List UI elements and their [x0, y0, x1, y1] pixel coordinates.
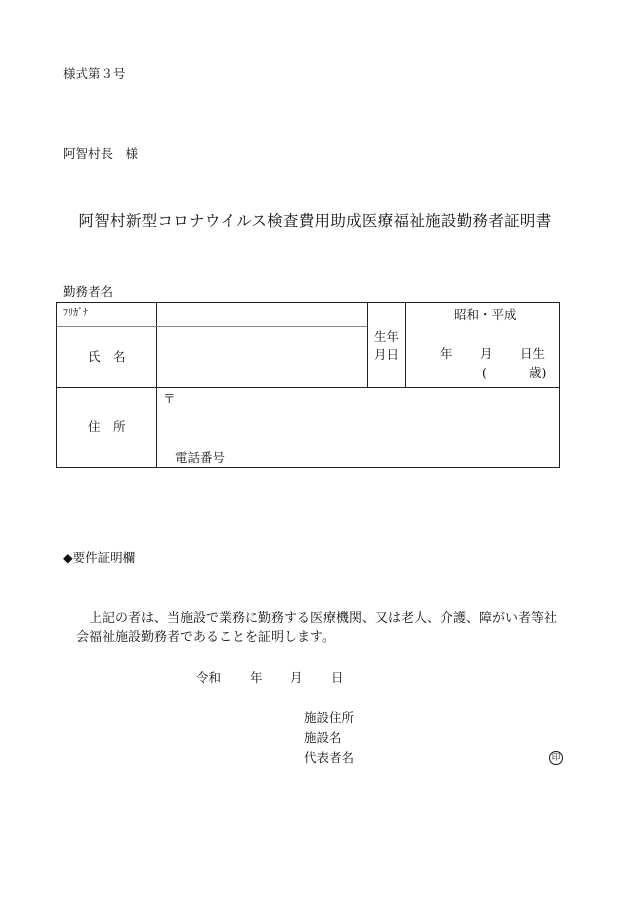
table-divider [57, 326, 367, 327]
table-divider [405, 303, 406, 387]
certification-statement-line1: 上記の者は、当施設で業務に勤務する医療機関、又は老人、介護、障がい者等社 [89, 611, 558, 626]
address-label: 住 所 [88, 419, 126, 434]
representative-name-label: 代表者名 [304, 750, 355, 765]
phone-label: 電話番号 [175, 450, 226, 465]
worker-info-table [56, 302, 560, 468]
furigana-label: ﾌﾘｶﾞﾅ [63, 308, 88, 319]
table-divider [156, 303, 157, 467]
certification-date-day: 日 [331, 670, 344, 685]
birth-label-line2: 月日 [374, 347, 400, 362]
seal-icon: 印 [549, 751, 563, 765]
era-options: 昭和・平成 [454, 307, 517, 322]
facility-name-label: 施設名 [304, 730, 342, 745]
name-label: 氏 名 [88, 349, 126, 364]
addressee: 阿智村長 様 [63, 146, 139, 161]
table-divider [367, 303, 368, 387]
document-title: 阿智村新型コロナウイルス検査費用助成医療福祉施設勤務者証明書 [78, 212, 552, 230]
birth-label-line1: 生年 [374, 329, 400, 344]
facility-address-label: 施設住所 [304, 710, 355, 725]
age-open-paren: ( [482, 365, 487, 380]
month-label: 月 [480, 346, 493, 361]
worker-name-section-label: 勤務者名 [63, 284, 114, 299]
certification-date-year: 年 [250, 670, 263, 685]
day-label: 日生 [520, 346, 546, 361]
certification-statement-line2: 会福祉施設勤務者であることを証明します。 [76, 630, 335, 645]
certification-date-month: 月 [290, 670, 303, 685]
postal-mark: 〒 [163, 391, 176, 406]
age-label: 歳) [529, 365, 547, 380]
certification-section-heading: ◆要件証明欄 [63, 550, 136, 565]
certification-date-era: 令和 [196, 670, 222, 685]
form-number: 様式第３号 [63, 66, 126, 81]
year-label: 年 [440, 346, 453, 361]
table-divider [57, 387, 559, 388]
